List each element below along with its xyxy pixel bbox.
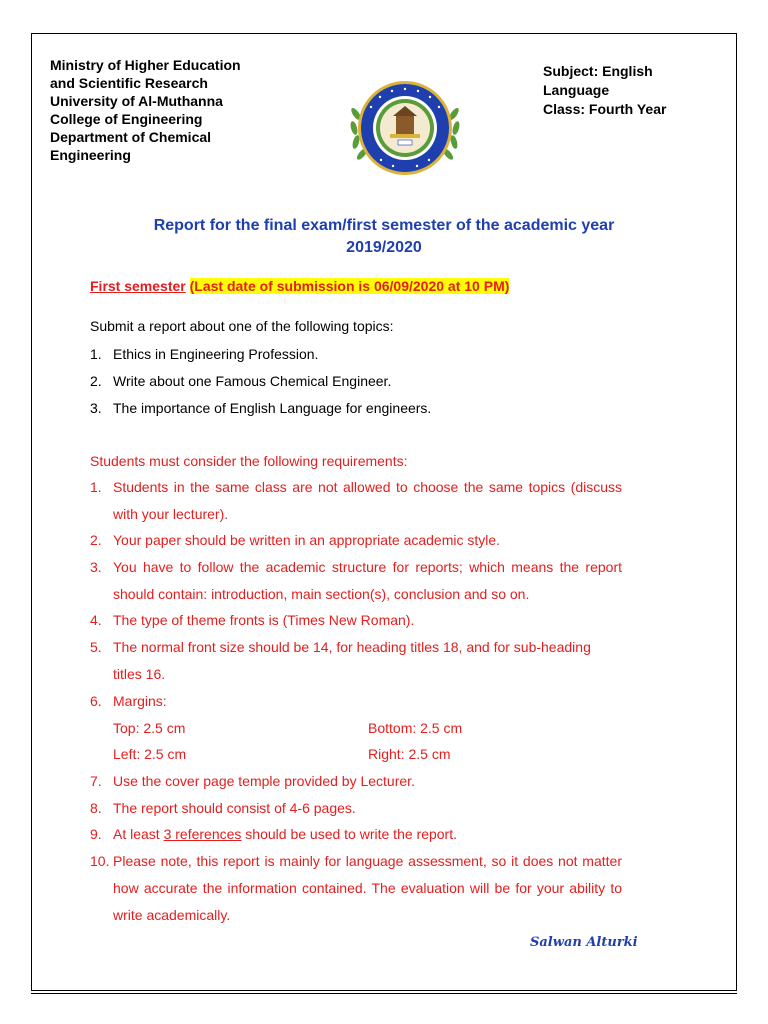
institution-line: Ministry of Higher Education — [50, 57, 241, 73]
requirement-item — [90, 607, 622, 634]
margins-row-top-bottom — [113, 715, 463, 742]
semester-label: First semester — [90, 278, 186, 294]
deadline-highlight: (Last date of submission is 06/09/2020 at 10 PM) — [189, 278, 510, 294]
requirement-item — [90, 554, 622, 608]
topic-number: 1. — [90, 346, 102, 362]
requirement-item — [90, 768, 622, 795]
report-title — [90, 215, 678, 259]
requirement-number: 4. — [90, 612, 102, 628]
subject-line: Language — [543, 82, 610, 98]
requirement-item — [90, 688, 622, 715]
margin-top: Top: 2.5 cm — [113, 720, 186, 736]
requirement-number: 2. — [90, 532, 102, 548]
institution-line: and Scientific Research — [50, 75, 208, 91]
requirement-text-prefix: At least — [113, 826, 164, 842]
requirement-text: Please note, this report is mainly for language assessment, so it does not matter how accurate the information contained. The evaluation will be for your ability to write academically. — [113, 853, 622, 923]
institution-block — [50, 56, 241, 164]
requirement-number: 5. — [90, 639, 102, 655]
requirements-heading: Students must consider the following requirements: — [90, 453, 408, 469]
requirement-number: 8. — [90, 800, 102, 816]
topic-text: Write about one Famous Chemical Engineer. — [113, 373, 392, 389]
topic-item — [90, 372, 391, 390]
institution-line: University of Al-Muthanna — [50, 93, 223, 109]
topic-text: Ethics in Engineering Profession. — [113, 346, 319, 362]
topic-number: 2. — [90, 373, 102, 389]
requirement-item — [90, 634, 622, 688]
requirement-text: You have to follow the academic structure for reports; which means the report should contain: introduction, main section(s), conclusion and so on. — [113, 559, 622, 602]
institution-line: Department of Chemical — [50, 129, 212, 145]
topic-item — [90, 345, 318, 363]
institution-line: College of Engineering — [50, 111, 203, 127]
margin-right: Right: 2.5 cm — [368, 746, 451, 762]
requirement-number: 1. — [90, 479, 102, 495]
university-seal-icon — [346, 76, 464, 180]
requirement-item — [90, 795, 622, 822]
margins-row-left-right — [113, 741, 451, 768]
requirement-text-suffix: should be used to write the report. — [241, 826, 457, 842]
signature: Salwan Alturki — [530, 935, 638, 950]
topic-number: 3. — [90, 400, 102, 416]
requirement-item — [90, 474, 622, 528]
requirement-text: Students in the same class are not allowed to choose the same topics (discuss with your lecturer). — [113, 479, 622, 522]
margin-bottom: Bottom: 2.5 cm — [368, 720, 463, 736]
requirement-number: 9. — [90, 826, 102, 842]
topic-text: The importance of English Language for engineers. — [113, 400, 432, 416]
requirement-text: Use the cover page temple provided by Lecturer. — [113, 773, 415, 789]
subject-block — [543, 62, 703, 119]
margin-left: Left: 2.5 cm — [113, 746, 187, 762]
requirement-item — [90, 848, 622, 929]
report-title-year: 2019/2020 — [346, 239, 422, 256]
requirement-text: Margins: — [113, 693, 167, 709]
requirement-text: The type of theme fronts is (Times New Roman). — [113, 612, 415, 628]
class-line: Class: Fourth Year — [543, 101, 667, 117]
intro-text: Submit a report about one of the following topics: — [90, 318, 394, 334]
requirement-number: 7. — [90, 773, 102, 789]
requirement-text: Your paper should be written in an appropriate academic style. — [113, 532, 501, 548]
requirement-text: The report should consist of 4-6 pages. — [113, 800, 356, 816]
subject-line: Subject: English — [543, 63, 653, 79]
bottom-divider — [31, 993, 737, 994]
requirement-text — [113, 821, 622, 848]
requirement-item — [90, 527, 622, 554]
topic-item — [90, 399, 431, 417]
requirement-item — [90, 821, 622, 848]
report-title-line: Report for the final exam/first semester of the academic year — [153, 217, 615, 234]
institution-line: Engineering — [50, 147, 131, 163]
requirement-number: 3. — [90, 559, 102, 575]
semester-line — [90, 277, 509, 295]
references-underlined: 3 references — [163, 826, 242, 842]
requirement-number: 10. — [90, 853, 110, 869]
requirement-text: The normal front size should be 14, for heading titles 18, and for sub-heading titles 16. — [113, 639, 591, 682]
requirement-number: 6. — [90, 693, 102, 709]
